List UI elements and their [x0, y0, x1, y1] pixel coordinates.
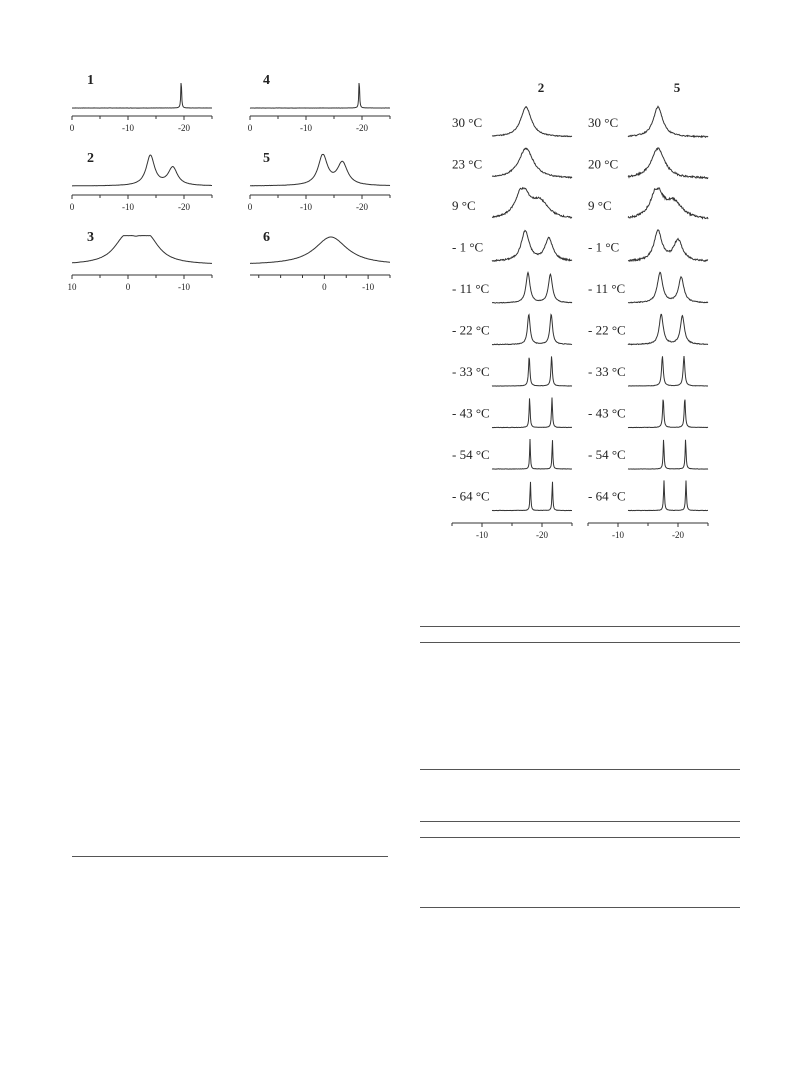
temperature-label: - 1 °C [588, 239, 620, 255]
divider-right-6 [420, 907, 740, 908]
axis-5-tick-label: -10 [300, 202, 312, 212]
axis-5-tick-label: -20 [356, 202, 368, 212]
vt-compound-label-2: 2 [537, 80, 545, 95]
vt-trace [628, 440, 708, 469]
panel-label-1: 1 [87, 73, 94, 88]
vt-trace [492, 273, 572, 304]
vt-trace [628, 148, 708, 179]
temperature-label: - 11 °C [588, 281, 626, 296]
divider-right-2 [420, 642, 740, 643]
panel-label-4: 4 [263, 73, 270, 88]
temperature-label: - 43 °C [452, 405, 490, 421]
spectrum-panel-4 [248, 73, 390, 133]
divider-right-3 [420, 769, 740, 770]
vt-trace [628, 230, 708, 261]
temperature-label: - 1 °C [452, 239, 484, 255]
temperature-label: 20 °C [588, 156, 619, 172]
spectrum-panel-3 [68, 230, 213, 292]
vt-trace [628, 480, 708, 510]
spectrum-panel-6 [250, 230, 390, 292]
divider-right-5 [420, 837, 740, 838]
axis-4-tick-label: 0 [247, 123, 253, 133]
panel-label-5: 5 [263, 151, 270, 166]
axis-1-tick-label: 0 [69, 123, 75, 133]
axis-6-tick-label: -10 [362, 282, 375, 292]
vt-trace [492, 107, 572, 137]
vt-trace [492, 148, 572, 178]
vt-trace [492, 482, 572, 511]
spectrum-trace-6 [250, 237, 390, 263]
vt-trace [492, 398, 572, 428]
temperature-label: - 22 °C [588, 322, 626, 338]
vt-axis-2-tick-label: -20 [536, 530, 548, 540]
divider-left [72, 856, 388, 857]
temperature-label: - 22 °C [452, 322, 490, 338]
spectrum-panel-5 [248, 151, 390, 212]
vt-axis-5-tick-label: -20 [672, 530, 684, 540]
temperature-label: 30 °C [588, 115, 619, 130]
axis-2-tick-label: -20 [178, 202, 190, 212]
vt-trace [492, 230, 572, 261]
vt-axis-5-tick-label: -10 [612, 530, 624, 540]
divider-right-4 [420, 821, 740, 822]
temperature-label: - 54 °C [452, 447, 490, 462]
temperature-label: - 54 °C [588, 447, 626, 462]
panel-label-3: 3 [87, 230, 94, 245]
panel-label-2: 2 [87, 151, 94, 166]
spectrum-trace-5 [250, 154, 390, 185]
axis-3-tick-label: 10 [67, 282, 77, 292]
vt-column-2 [452, 80, 572, 540]
vt-trace [628, 356, 708, 386]
temperature-label: - 43 °C [588, 405, 626, 421]
axis-3-tick-label: 0 [125, 282, 131, 292]
temperature-label: 9 °C [452, 198, 476, 213]
vt-trace [628, 272, 708, 303]
axis-4-tick-label: -10 [300, 123, 312, 133]
vt-trace [492, 439, 572, 469]
panel-label-6: 6 [263, 230, 270, 245]
temperature-label: - 33 °C [588, 364, 626, 379]
vt-trace [628, 188, 708, 219]
axis-2-tick-label: -10 [122, 202, 134, 212]
axis-5-tick-label: 0 [247, 202, 253, 212]
temperature-label: - 33 °C [452, 364, 490, 379]
vt-column-5 [588, 80, 708, 540]
spectrum-trace-4 [250, 83, 390, 108]
temperature-label: 23 °C [452, 156, 483, 172]
vt-trace [628, 106, 708, 137]
vt-trace [492, 188, 572, 218]
temperature-label: - 64 °C [588, 488, 626, 504]
axis-1-tick-label: -20 [178, 123, 190, 133]
vt-compound-label-5: 5 [673, 80, 681, 95]
divider-right-1 [420, 626, 740, 627]
vt-trace [628, 314, 708, 344]
spectrum-panel-2 [70, 151, 212, 212]
spectrum-panel-1 [70, 73, 212, 133]
axis-1-tick-label: -10 [122, 123, 134, 133]
temperature-label: - 64 °C [452, 488, 490, 504]
axis-4-tick-label: -20 [356, 123, 368, 133]
temperature-label: 9 °C [588, 198, 612, 213]
temperature-label: - 11 °C [452, 281, 490, 296]
vt-trace [492, 315, 572, 345]
axis-3-tick-label: -10 [178, 282, 190, 292]
axis-2-tick-label: 0 [69, 202, 75, 212]
temperature-label: 30 °C [452, 115, 483, 130]
axis-6-tick-label: 0 [322, 282, 327, 292]
vt-trace [628, 400, 708, 428]
vt-axis-2-tick-label: -10 [476, 530, 488, 540]
vt-trace [492, 356, 572, 386]
